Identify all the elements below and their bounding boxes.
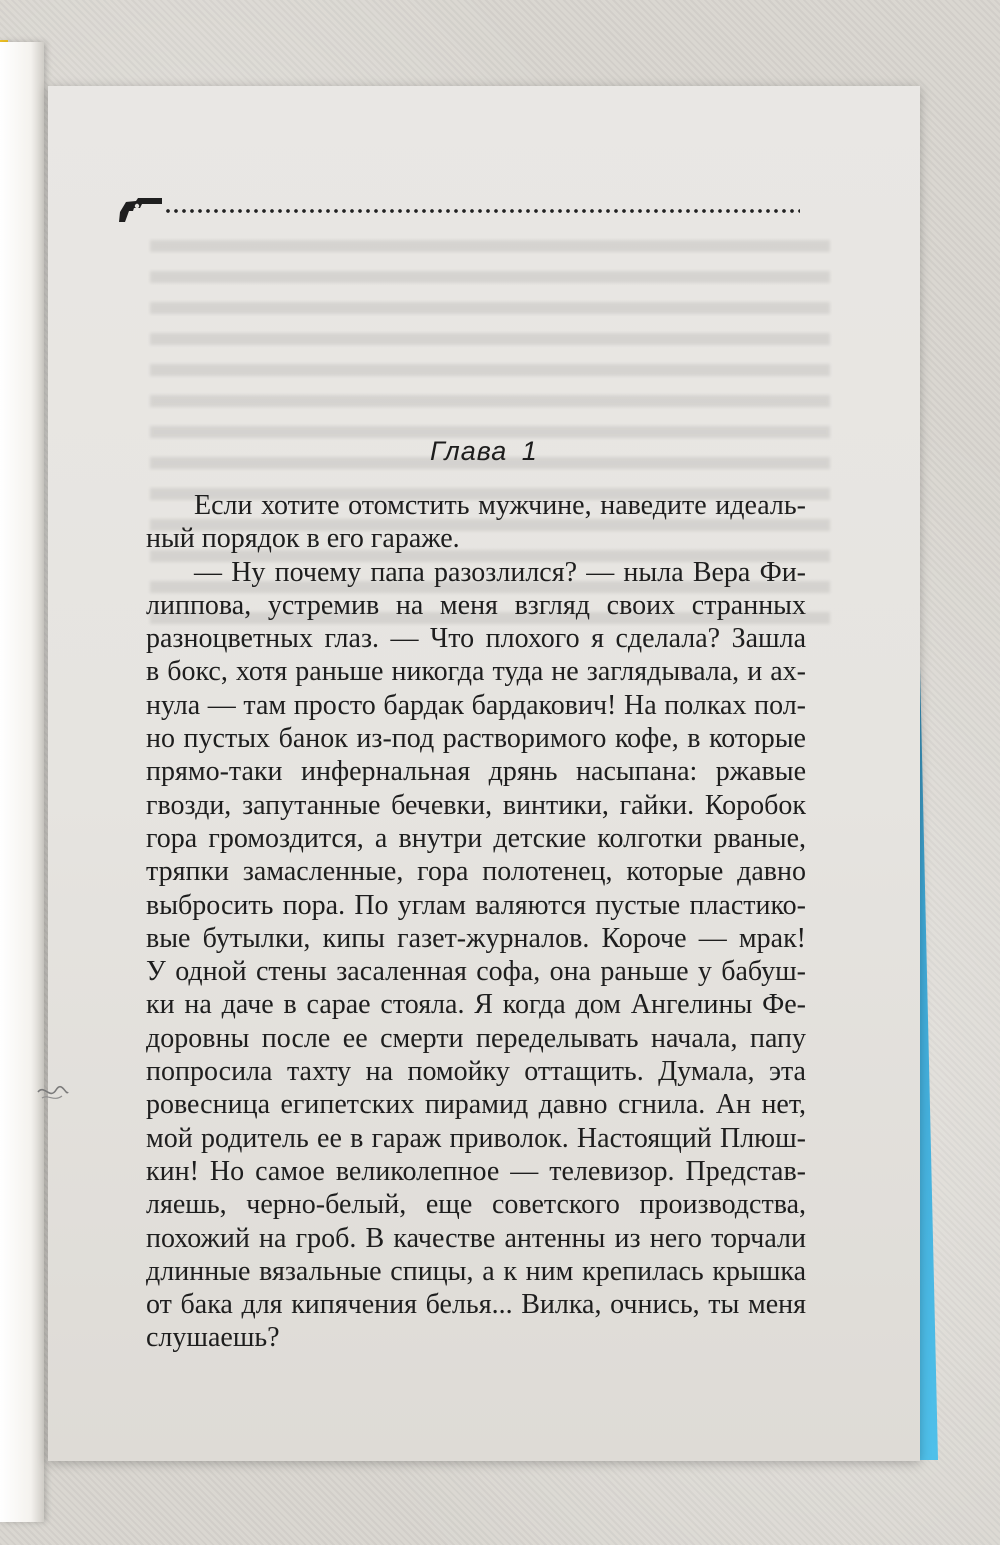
- text-line: выбросить пора. По углам валяются пустые пластико-: [146, 889, 806, 921]
- text-line: но пустых банок из-под растворимого кофе, в которые: [146, 723, 806, 755]
- text-line: длинные вязальные спицы, а к ним крепилась крышка: [146, 1255, 806, 1287]
- text-line: похожий на гроб. В качестве антенны из него торчали: [146, 1222, 806, 1254]
- chapter-title: Глава 1: [430, 436, 538, 466]
- text-line: ляешь, черно-белый, еще советского производства,: [146, 1189, 806, 1221]
- text-line: тряпки замасленные, гора полотенец, которые давно: [146, 856, 806, 888]
- text-line: прямо-таки инфернальная дрянь насыпана: ржавые: [146, 756, 806, 788]
- left-page-edge: [0, 42, 44, 1522]
- running-header-ornament: [118, 192, 800, 232]
- text-line: гвозди, запутанные бечевки, винтики, гайки. Коробок: [146, 789, 806, 821]
- text-line: У одной стены засаленная софа, она раньше у бабуш-: [146, 956, 806, 988]
- text-line: доровны после ее смерти переделывать начала, папу: [146, 1022, 806, 1054]
- text-line: от бака для кипячения белья... Вилка, очнись, ты меня: [146, 1289, 806, 1321]
- text-line: ки на даче в сарае стояла. Я когда дом Ангелины Фе-: [146, 989, 806, 1021]
- revolver-icon: [118, 192, 166, 228]
- text-line: попросила тахту на помойку оттащить. Думала, эта: [146, 1056, 806, 1088]
- text-line: — Ну почему папа разозлился? — ныла Вера Фи-: [194, 556, 806, 588]
- dotted-rule: [164, 208, 800, 214]
- text-line: ровесница египетских пирамид давно сгнила. Ан нет,: [146, 1089, 806, 1121]
- text-line: гора громоздится, а внутри детские колготки рваные,: [146, 822, 806, 854]
- text-line: нула — там просто бардак бардакович! На полках пол-: [146, 689, 806, 721]
- text-line: в бокс, хотя раньше никогда туда не заглядывала, и ах-: [146, 656, 806, 688]
- text-line: мой родитель ее в гараж приволок. Настоящий Плюш-: [146, 1122, 806, 1154]
- text-line: кин! Но самое великолепное — телевизор. Представ-: [146, 1155, 806, 1187]
- text-line: липпова, устремив на меня взгляд своих странных: [146, 589, 806, 621]
- text-line: слушаешь?: [146, 1322, 280, 1354]
- text-line: разноцветных глаз. — Что плохого я сделала? Зашла: [146, 623, 806, 655]
- text-line: вые бутылки, кипы газет-журналов. Короче — мрак!: [146, 922, 806, 954]
- binding-thread-icon: [36, 1082, 70, 1104]
- text-line: ный порядок в его гараже.: [146, 523, 460, 555]
- text-line: Если хотите отомстить мужчине, наведите идеаль-: [194, 490, 806, 521]
- chapter-body-text: [146, 489, 806, 1355]
